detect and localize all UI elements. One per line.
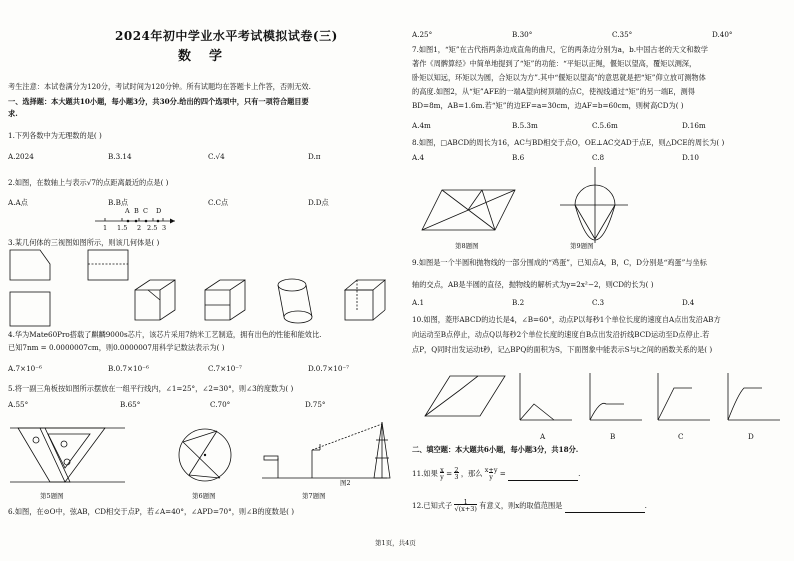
q10-line-1: 10.如图，菱形ABCD的边长是4，∠B=60°，动点P以每秒1个单位长度的速度自A点出发沿AB方 bbox=[412, 315, 721, 324]
q7-option-d: D.16m bbox=[682, 121, 706, 130]
exam-title: 2024年初中学业水平考试模拟试卷(三) bbox=[115, 29, 338, 43]
q10-line-3: 点P，Q同时出发运动t秒，记△BPQ的面积为S，下面图象中能表示S与t之间的函数关系的是( ) bbox=[412, 345, 713, 354]
q8-option-d: D.10 bbox=[682, 153, 699, 162]
q11-prefix: 11.如果 bbox=[412, 469, 438, 478]
q2-stem: 2.如图，在数轴上与表示√7的点距离最近的点是( ) bbox=[8, 178, 169, 187]
q9-line-1: 9.如图是一个半圆和抛物线的一部分围成的“鸡蛋”，已知点A，B，C，D分别是“鸡蛋”与坐标 bbox=[412, 258, 707, 267]
q9-option-b: B.2 bbox=[512, 298, 525, 307]
q12-fraction: 1 √(x+3) bbox=[454, 498, 477, 513]
q11-answer-blank[interactable] bbox=[508, 473, 578, 481]
q11-fraction-xy: x y bbox=[440, 466, 444, 481]
q9-option-c: C.3 bbox=[592, 298, 605, 307]
q5-option-d: D.75° bbox=[305, 400, 326, 409]
section1-heading-cont: 求. bbox=[8, 109, 18, 118]
q1-option-a: A.2024 bbox=[8, 152, 34, 161]
notice-line: 考生注意：本试卷满分为120分，考试时间为120分钟。所有试题均在答题卡上作答，否则无效. bbox=[8, 82, 311, 91]
q5-option-a: A.55° bbox=[8, 400, 29, 409]
q9-option-a: A.1 bbox=[412, 298, 425, 307]
q12-line: 12.已知式子 1 √(x+3) 有意义，则x的取值范围是 . bbox=[412, 498, 647, 513]
q9-figure-caption: 第9题图 bbox=[570, 242, 594, 250]
q3-option-d-solid bbox=[340, 275, 390, 330]
q11-mid: ，那么 bbox=[460, 469, 483, 478]
q2-tick-2-5: 2.5 bbox=[147, 224, 158, 232]
q10-graph-b bbox=[582, 370, 644, 430]
q3-option-c-solid bbox=[272, 275, 322, 330]
q2-tick-1-5: 1.5 bbox=[117, 224, 128, 232]
q7-line-1: 7.如图1，“矩”在古代指两条边成直角的曲尺，它的两条边分别为a，b.中国古老的天文和数学 bbox=[412, 45, 708, 54]
q2-option-a: A.A点 bbox=[8, 198, 28, 207]
q12-answer-blank[interactable] bbox=[565, 505, 645, 513]
q7-tree-figure bbox=[262, 420, 392, 485]
q2-tick-2: 2 bbox=[137, 224, 142, 232]
q1-option-c: C.√4 bbox=[208, 152, 225, 161]
q10-option-b: B bbox=[610, 432, 616, 441]
q8-option-c: C.8 bbox=[592, 153, 605, 162]
q4-option-d: D.0.7×10⁻⁷ bbox=[308, 364, 350, 373]
q4-option-b: B.0.7×10⁻⁶ bbox=[108, 364, 149, 373]
q4-option-c: C.7×10⁻⁷ bbox=[208, 364, 242, 373]
q9-egg-figure bbox=[560, 165, 630, 245]
q3-stem: 3.某几何体的三视图如图所示，则该几何体是( ) bbox=[8, 238, 160, 247]
q10-graph-a bbox=[512, 370, 574, 430]
q7-figure-sub-caption: 图2 bbox=[340, 479, 351, 487]
q10-line-2: 向运动至B点停止，动点Q以每秒2个单位长度的速度自B点出发沿折线BCD运动至D点停止.若 bbox=[412, 330, 710, 339]
q3-option-a-solid bbox=[130, 275, 180, 330]
q7-line-5: BD=8m，AB=1.6m.若“矩”的边EF=a=30cm，边AF=b=60cm，则树高CD为( ) bbox=[412, 101, 684, 110]
q2-tick-3: 3 bbox=[162, 224, 167, 232]
q10-rhombus-figure bbox=[420, 368, 510, 423]
q7-line-4: 的高度.如图2，从“矩”AFE的一端A望向树顶端的点C，使视线通过“矩”的另一端E，测得 bbox=[412, 87, 695, 96]
q2-option-d: D.D点 bbox=[308, 198, 329, 207]
q5-option-c: C.70° bbox=[210, 400, 231, 409]
q10-option-c: C bbox=[678, 432, 684, 441]
q4-stem: 4.华为Mate60Pro搭载了麒麟9000s芯片，该芯片采用7纳米工艺制造，拥有出色的性能和能效比. bbox=[8, 330, 322, 339]
q10-graph-d bbox=[720, 370, 782, 430]
q4-stem-cont: 已知7nm = 0.0000007cm，则0.0000007用科学记数法表示为( ) bbox=[8, 343, 225, 352]
q7-figure-caption: 第7题图 bbox=[302, 492, 326, 500]
q10-option-a: A bbox=[540, 432, 546, 441]
q6-figure-caption: 第6题图 bbox=[192, 492, 216, 500]
q12-prefix: 12.已知式子 bbox=[412, 501, 453, 510]
q7-option-b: B.5.3m bbox=[512, 121, 538, 130]
q5-stem: 5.将一副三角板按如图所示摆放在一组平行线内，∠1=25°，∠2=30°，则∠3的度数为( ) bbox=[8, 384, 294, 393]
page-footer: 第1页，共4页 bbox=[375, 539, 416, 547]
q10-option-d: D bbox=[748, 432, 754, 441]
section2-heading: 二、填空题：本大题共6小题，每小题3分，共18分. bbox=[412, 445, 579, 454]
q11-fraction-target: x+y y bbox=[484, 466, 498, 481]
q1-option-d: D.π bbox=[308, 152, 321, 161]
q8-option-a: A.4 bbox=[412, 153, 425, 162]
q1-stem: 1.下列各数中为无理数的是( ) bbox=[8, 131, 102, 140]
q4-option-a: A.7×10⁻⁶ bbox=[8, 364, 42, 373]
q6-option-d: D.40° bbox=[712, 30, 733, 39]
q2-point-label-c: C bbox=[143, 207, 148, 215]
q7-option-c: C.5.6m bbox=[592, 121, 618, 130]
q7-line-3: 卧矩以知远，环矩以为圆，合矩以为方”.其中“偃矩以望高”的意思就是把“矩”仰立放可测物体 bbox=[412, 73, 706, 82]
q11-line: 11.如果 x y = 2 3 ，那么 x+y y = . bbox=[412, 466, 581, 481]
q6-option-b: B.30° bbox=[512, 30, 533, 39]
q7-option-a: A.4m bbox=[412, 121, 431, 130]
q8-option-b: B.6 bbox=[512, 153, 525, 162]
q2-option-b: B.B点 bbox=[108, 198, 129, 207]
q10-graph-c bbox=[650, 370, 712, 430]
q2-point-label-d: D bbox=[156, 207, 162, 215]
q6-option-c: C.35° bbox=[612, 30, 633, 39]
q9-line-2: 轴的交点，AB是半圆的直径，抛物线的解析式为y=2x²−2，则CD的长为( ) bbox=[412, 280, 654, 289]
q8-parallelogram-figure bbox=[420, 182, 520, 237]
q9-option-d: D.4 bbox=[682, 298, 695, 307]
q5-triangle-figure bbox=[10, 420, 125, 490]
q5-option-b: B.65° bbox=[120, 400, 141, 409]
q3-three-views bbox=[10, 250, 120, 330]
q2-option-c: C.C点 bbox=[208, 198, 229, 207]
q6-circle-figure bbox=[175, 420, 235, 490]
q7-line-2: 著作《周髀算经》中简单地提到了“矩”的功能：“平矩以正绳，偃矩以望高，覆矩以测深， bbox=[412, 59, 697, 68]
q11-fraction-23: 2 3 bbox=[454, 466, 459, 481]
q2-tick-1: 1 bbox=[103, 224, 108, 232]
q6-stem: 6.如图，在⊙O中，弦AB，CD相交于点P，若∠A=40°，∠APD=70°，则∠B的度数是( ) bbox=[8, 507, 295, 516]
section1-heading: 一、选择题：本大题共10小题，每小题3分，共30分.给出的四个选项中，只有一项符合题目要 bbox=[8, 97, 309, 106]
q3-option-b-solid bbox=[200, 275, 250, 330]
q2-point-label-b: B bbox=[134, 207, 139, 215]
q5-figure-caption: 第5题图 bbox=[40, 492, 64, 500]
q12-suffix: 有意义，则x的取值范围是 bbox=[479, 501, 563, 510]
q1-option-b: B.3.14 bbox=[108, 152, 132, 161]
exam-subject: 数学 bbox=[178, 49, 241, 64]
q2-point-label-a: A bbox=[125, 207, 130, 215]
q8-stem: 8.如图，□ABCD的周长为16，AC与BD相交于点O，OE⊥AC交AD于点E，则△DCE的周长为( ) bbox=[412, 138, 725, 147]
q8-figure-caption: 第8题图 bbox=[455, 242, 479, 250]
q11-suffix: = bbox=[499, 469, 506, 478]
q6-option-a: A.25° bbox=[412, 30, 433, 39]
